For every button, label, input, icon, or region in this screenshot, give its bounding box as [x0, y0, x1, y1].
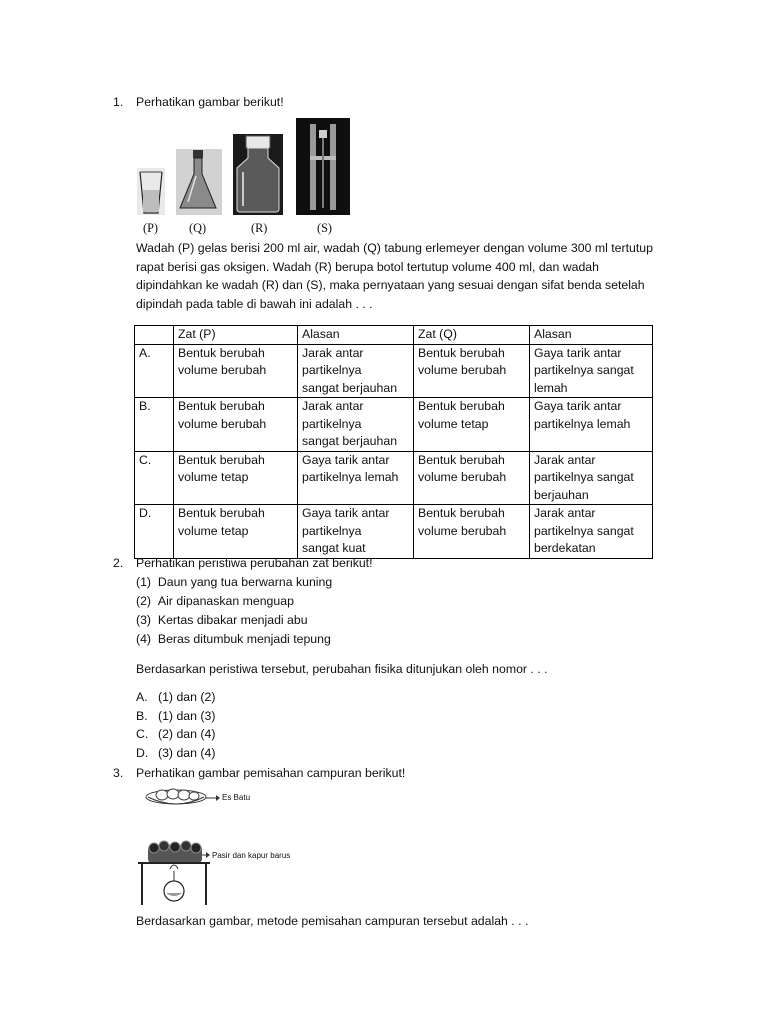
q2-prompt: Perhatikan peristiwa perubahan zat berikut!: [136, 556, 373, 570]
q1-number: 1.: [113, 95, 124, 109]
option-letter: A.: [136, 690, 148, 704]
sand-dish-image: [148, 841, 210, 863]
label-r: (R): [251, 221, 268, 235]
table-cell: [298, 451, 414, 505]
cell-line: volume tetap: [178, 470, 249, 484]
cell-line: berdekatan: [534, 541, 596, 555]
q2-item: [136, 613, 308, 627]
cell-line: Bentuk berubah: [418, 399, 505, 413]
table-cell: [174, 398, 298, 452]
cell-line: volume berubah: [418, 523, 507, 538]
q2-option-b[interactable]: [136, 709, 215, 723]
table-cell: [530, 398, 653, 452]
sublimation-apparatus-figure: [134, 785, 304, 910]
option-letter: D.: [136, 746, 149, 760]
option-letter: C.: [136, 727, 149, 741]
table-header-cell: [135, 326, 174, 345]
option-text: (3) dan (4): [158, 746, 216, 760]
q3-number: 3.: [113, 766, 124, 780]
cell-line: Jarak antar: [302, 399, 364, 413]
sand-label: Pasir dan kapur barus: [212, 851, 291, 860]
q2-option-d[interactable]: [136, 746, 215, 760]
option-letter: D.: [135, 505, 174, 559]
cell-line: volume tetap: [178, 523, 249, 538]
cell-line: partikelnya sangat: [534, 363, 634, 377]
cell-line: partikelnya: [302, 523, 362, 538]
table-header-cell: Alasan: [530, 326, 653, 345]
table-header-cell: Zat (P): [174, 326, 298, 345]
q1-desc-line: dipindahkan ke wadah (R) dan (S), maka pernyataan yang sesuai dengan sifat benda setelah: [136, 278, 645, 292]
table-header-row: [135, 326, 653, 345]
cell-line: Bentuk berubah: [418, 345, 505, 360]
item-number: (1): [136, 575, 152, 589]
cell-line: sangat kuat: [302, 541, 366, 555]
item-text: Beras ditumbuk menjadi tepung: [157, 632, 331, 646]
q1-desc-line: Wadah (P) gelas berisi 200 ml air, wadah (Q) tabung erlemeyer dengan volume 300 ml tertutup: [136, 241, 653, 255]
cell-line: Jarak antar: [534, 506, 596, 520]
cell-line: Bentuk berubah: [178, 506, 265, 520]
ice-label: Es Batu: [222, 793, 251, 802]
q1-container-figure: [136, 116, 356, 218]
q1-desc-line: dipindah pada table di bawah ini adalah . . .: [136, 296, 373, 311]
label-p: (P): [143, 221, 159, 235]
cell-line: Jarak antar: [302, 345, 364, 360]
q2-item: [136, 575, 332, 589]
cell-line: Bentuk berubah: [178, 452, 265, 467]
table-row-d[interactable]: [135, 505, 653, 559]
option-letter: A.: [135, 344, 174, 398]
cell-line: sangat berjauhan: [302, 380, 398, 395]
cell-line: Jarak antar: [534, 452, 596, 467]
cell-line: partikelnya sangat: [534, 470, 634, 484]
erlenmeyer-q-image: [176, 149, 222, 215]
cell-line: lemah: [534, 380, 568, 395]
cell-line: volume berubah: [178, 363, 267, 377]
table-cell: [174, 451, 298, 505]
table-cell: [530, 505, 653, 559]
q1-desc-line: rapat berisi gas oksigen. Wadah (R) berupa botol tertutup volume 400 ml, dan wadah: [136, 259, 599, 274]
q3-question: Berdasarkan gambar, metode pemisahan campuran tersebut adalah . . .: [136, 914, 529, 928]
cell-line: volume berubah: [178, 416, 267, 431]
table-cell: [414, 451, 530, 505]
table-cell: [174, 505, 298, 559]
q3-prompt: Perhatikan gambar pemisahan campuran berikut!: [136, 766, 406, 780]
q2-number: 2.: [113, 556, 124, 570]
label-s: (S): [317, 221, 333, 235]
cell-line: Gaya tarik antar: [534, 345, 622, 360]
q1-answer-table: [134, 325, 653, 559]
option-letter: B.: [136, 709, 148, 723]
table-cell: [530, 344, 653, 398]
table-cell: [414, 398, 530, 452]
label-q: (Q): [189, 221, 207, 235]
option-letter: B.: [135, 398, 174, 452]
cell-line: berjauhan: [534, 487, 589, 502]
cell-line: partikelnya: [302, 363, 362, 377]
item-number: (4): [136, 632, 152, 646]
q2-option-a[interactable]: [136, 690, 215, 704]
item-text: Kertas dibakar menjadi abu: [157, 613, 308, 627]
cell-line: Gaya tarik antar: [534, 399, 622, 413]
cell-line: Bentuk berubah: [178, 399, 265, 413]
cell-line: partikelnya lemah: [302, 470, 399, 484]
table-header-cell: Zat (Q): [414, 326, 530, 345]
option-text: (1) dan (2): [158, 690, 216, 704]
table-cell: [530, 451, 653, 505]
glass-p-image: [137, 168, 165, 215]
table-cell: [414, 505, 530, 559]
cell-line: Bentuk berubah: [418, 452, 505, 467]
q2-option-c[interactable]: [136, 727, 215, 741]
q1-prompt: Perhatikan gambar berikut!: [136, 95, 284, 109]
cell-line: partikelnya: [302, 416, 362, 431]
q1-description: [136, 239, 676, 313]
cell-line: partikelnya lemah: [534, 416, 631, 431]
cell-line: sangat berjauhan: [302, 434, 398, 448]
cell-line: volume tetap: [418, 416, 489, 431]
option-text: (1) dan (3): [158, 709, 216, 723]
table-cell: [298, 398, 414, 452]
cell-line: Bentuk berubah: [418, 506, 505, 520]
q2-item: [136, 594, 294, 608]
cell-line: volume berubah: [418, 470, 507, 484]
cell-line: volume berubah: [418, 363, 507, 377]
table-cell: [298, 344, 414, 398]
table-cell: [174, 344, 298, 398]
cell-line: Gaya tarik antar: [302, 506, 390, 520]
bottle-r-image: [233, 134, 283, 215]
option-letter: C.: [135, 451, 174, 505]
q2-item: [136, 632, 331, 646]
table-cell: [414, 344, 530, 398]
table-row-c[interactable]: [135, 451, 653, 505]
spirit-burner-image: [164, 865, 184, 901]
ice-dish-image: [146, 789, 220, 804]
item-text: Air dipanaskan menguap: [157, 594, 294, 608]
cell-line: Bentuk berubah: [178, 345, 265, 360]
option-text: (2) dan (4): [158, 727, 216, 741]
item-number: (2): [136, 594, 152, 608]
cell-line: Gaya tarik antar: [302, 452, 390, 467]
item-number: (3): [136, 613, 152, 627]
table-row-a[interactable]: [135, 344, 653, 398]
cell-line: partikelnya sangat: [534, 523, 634, 538]
item-text: Daun yang tua berwarna kuning: [157, 575, 333, 589]
q2-question: Berdasarkan peristiwa tersebut, perubahan fisika ditunjukan oleh nomor . . .: [136, 662, 548, 676]
table-header-cell: Alasan: [298, 326, 414, 345]
table-row-b[interactable]: [135, 398, 653, 452]
table-cell: [298, 505, 414, 559]
tube-s-image: [296, 118, 350, 215]
